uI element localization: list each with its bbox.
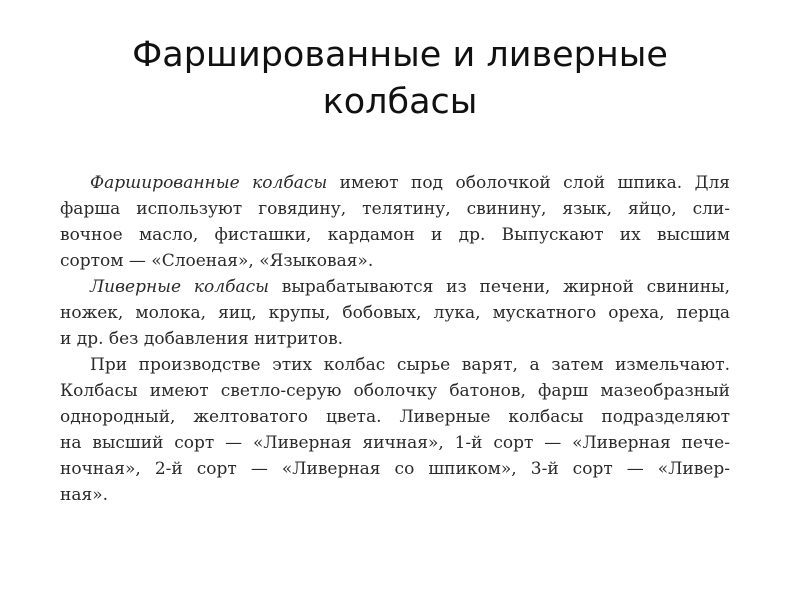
text-line: ная». (60, 485, 108, 505)
term-stuffed-sausages: Фаршированные колбасы (90, 173, 328, 193)
paragraph-stuffed-sausages (60, 170, 730, 274)
text-line (60, 274, 730, 300)
slide-title (40, 32, 760, 126)
text-line: ночная», 2-й сорт — «Ливерная со шпиком», 3-й сорт — «Ливер- (60, 459, 730, 479)
text-line: вочное масло, фисташки, кардамон и др. Выпускают их высшим (60, 225, 730, 245)
paragraph-production (60, 352, 730, 508)
paragraph-liver-sausages (60, 274, 730, 352)
text-line: сортом — «Слоеная», «Языковая». (60, 251, 374, 271)
text-line-fragment: имеют под оболочкой слой шпика. Для (327, 173, 730, 193)
text-line: При производстве этих колбас сырье варят, а затем измельчают. (90, 355, 730, 375)
text-line: фарша используют говядину, телятину, свинину, язык, яйцо, сли- (60, 199, 730, 219)
text-line: ножек, молока, яиц, крупы, бобовых, лука, мускатного ореха, перца (60, 303, 730, 323)
slide-title-line-1: Фаршированные и ливерные (132, 35, 668, 75)
body-text (60, 170, 730, 508)
text-line: и др. без добавления нитритов. (60, 329, 344, 349)
text-line: Колбасы имеют светло-серую оболочку батонов, фарш мазеобразный (60, 381, 730, 401)
text-line: на высший сорт — «Ливерная яичная», 1-й сорт — «Ливерная пече- (60, 433, 730, 453)
slide-title-line-2: колбасы (322, 82, 478, 122)
text-line-fragment: вырабатываются из печени, жирной свинины, (268, 277, 730, 297)
text-line: однородный, желтоватого цвета. Ливерные колбасы подразделяют (60, 407, 730, 427)
term-liver-sausages: Ливерные колбасы (90, 277, 269, 297)
text-line (60, 170, 730, 196)
